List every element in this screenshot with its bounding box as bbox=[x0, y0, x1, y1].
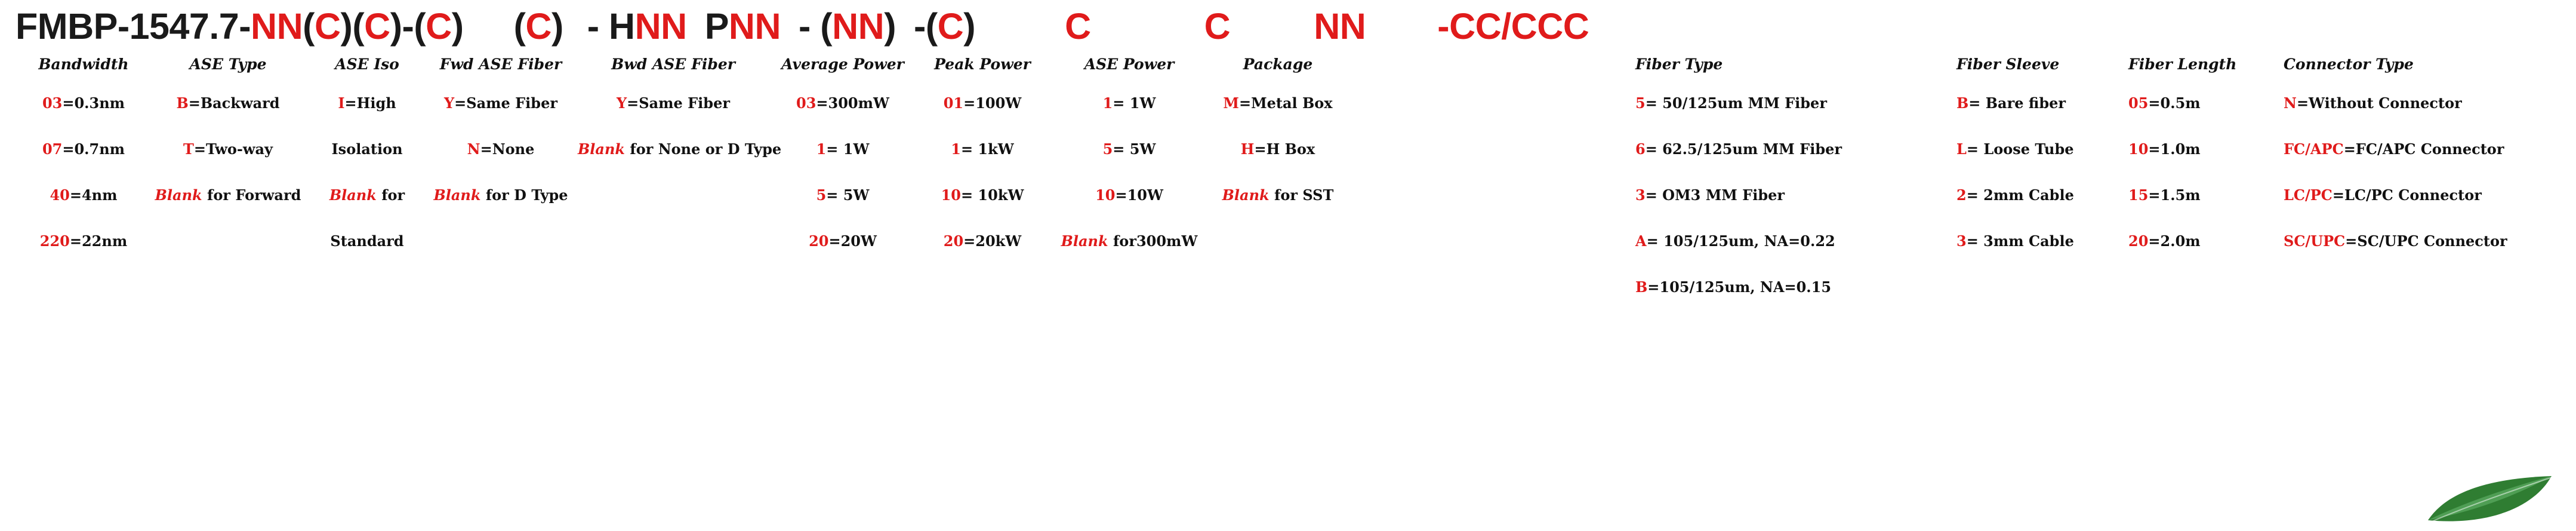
option-row bbox=[771, 231, 914, 277]
option-code: 03 bbox=[42, 94, 63, 112]
option-code: Blank bbox=[433, 186, 481, 204]
ordering-columns bbox=[0, 54, 2576, 526]
option-separator: = bbox=[69, 232, 82, 250]
option-code: B bbox=[1956, 94, 1969, 112]
option-row bbox=[18, 93, 149, 139]
option-row bbox=[2284, 231, 2564, 277]
column-bandwidth bbox=[18, 54, 149, 277]
option-code: 1 bbox=[816, 140, 827, 158]
option-code: 07 bbox=[42, 140, 63, 158]
option-row bbox=[917, 231, 1048, 277]
option-row bbox=[1635, 185, 1970, 231]
pn-paren-close-4: ) bbox=[551, 6, 563, 47]
option-row bbox=[426, 93, 575, 139]
column-fwd-ase-fiber bbox=[426, 54, 575, 231]
option-separator: = bbox=[816, 94, 828, 112]
option-row bbox=[1209, 139, 1346, 185]
option-code: 40 bbox=[50, 186, 70, 204]
option-separator: = bbox=[188, 94, 201, 112]
option-code: 10 bbox=[1095, 186, 1116, 204]
option-code: Blank bbox=[329, 186, 377, 204]
option-row bbox=[18, 231, 149, 277]
option-separator: = bbox=[62, 140, 75, 158]
option-code: 10 bbox=[941, 186, 961, 204]
option-code: Y bbox=[616, 94, 627, 112]
option-code: 05 bbox=[2128, 94, 2149, 112]
option-code: I bbox=[338, 94, 345, 112]
option-code: 1 bbox=[1102, 94, 1113, 112]
column-rows-fiber-sleeve bbox=[1956, 93, 2124, 277]
column-rows-ase-power bbox=[1052, 93, 1207, 277]
option-row bbox=[18, 139, 149, 185]
option-separator: = bbox=[1113, 94, 1125, 112]
option-row bbox=[917, 185, 1048, 231]
column-fiber-type bbox=[1635, 54, 1970, 323]
option-description: Two-way bbox=[205, 140, 273, 158]
option-description: for None or D Type bbox=[630, 140, 782, 158]
option-description: 5W bbox=[838, 186, 870, 204]
option-description: Loose Tube bbox=[1978, 140, 2074, 158]
option-description: Metal Box bbox=[1251, 94, 1333, 112]
column-header-fiber-length: Fiber Length bbox=[2128, 56, 2237, 73]
option-row bbox=[1956, 185, 2124, 231]
option-description: Isolation bbox=[331, 140, 403, 158]
option-description: LC/PC Connector bbox=[2344, 186, 2482, 204]
option-row bbox=[1956, 231, 2124, 277]
option-code: 20 bbox=[2128, 232, 2149, 250]
option-row bbox=[1209, 93, 1346, 139]
option-row bbox=[1635, 93, 1970, 139]
pn-bandwidth-code: NN bbox=[251, 6, 303, 47]
option-description: 1W bbox=[838, 140, 870, 158]
option-separator: = bbox=[1966, 186, 1979, 204]
option-description: 1kW bbox=[973, 140, 1014, 158]
option-separator: = bbox=[960, 186, 973, 204]
option-description: High bbox=[356, 94, 396, 112]
column-header-average-power: Average Power bbox=[781, 56, 904, 73]
pn-paren-close-6: ) bbox=[963, 6, 976, 47]
option-description: for bbox=[381, 186, 405, 204]
option-description: Standard bbox=[330, 232, 404, 250]
option-code: N bbox=[467, 140, 480, 158]
option-description: 2.0m bbox=[2160, 232, 2201, 250]
pn-paren-close-3: ) bbox=[451, 6, 464, 47]
column-rows-bandwidth bbox=[18, 93, 149, 277]
option-code: H bbox=[1240, 140, 1255, 158]
option-description: 2mm Cable bbox=[1978, 186, 2074, 204]
option-description: 300mW bbox=[828, 94, 889, 112]
option-description: 62.5/125um MM Fiber bbox=[1657, 140, 1842, 158]
option-row bbox=[2128, 231, 2278, 277]
option-separator: = bbox=[1645, 140, 1657, 158]
option-row bbox=[1052, 93, 1207, 139]
option-description: Same Fiber bbox=[639, 94, 730, 112]
column-rows-bwd-ase-fiber bbox=[578, 93, 782, 185]
column-header-peak-power: Peak Power bbox=[934, 56, 1031, 73]
option-code: B bbox=[176, 94, 189, 112]
option-code: T bbox=[183, 140, 194, 158]
option-row bbox=[1635, 277, 1970, 323]
option-row bbox=[150, 139, 306, 185]
option-code: Blank bbox=[155, 186, 202, 204]
pn-dash-open-5: - ( bbox=[799, 6, 833, 47]
option-code: 3 bbox=[1635, 186, 1646, 204]
column-rows-average-power bbox=[771, 93, 914, 277]
option-code: FC/APC bbox=[2284, 140, 2344, 158]
option-row bbox=[917, 93, 1048, 139]
option-description: 1.0m bbox=[2160, 140, 2201, 158]
column-rows-ase-type bbox=[150, 93, 306, 231]
column-ase-iso bbox=[310, 54, 424, 277]
column-average-power bbox=[771, 54, 914, 277]
pn-p-marker: P bbox=[704, 6, 729, 47]
option-separator: = bbox=[963, 232, 976, 250]
option-separator: = bbox=[1254, 140, 1267, 158]
column-header-fiber-type: Fiber Type bbox=[1635, 56, 1723, 73]
option-separator bbox=[202, 186, 207, 204]
option-description: Without Connector bbox=[2309, 94, 2462, 112]
pn-package-code: C bbox=[937, 6, 964, 47]
option-description: FC/APC Connector bbox=[2355, 140, 2504, 158]
option-separator: = bbox=[1966, 232, 1979, 250]
column-header-package: Package bbox=[1243, 56, 1313, 73]
column-fiber-length bbox=[2128, 54, 2278, 277]
option-separator: = bbox=[1966, 140, 1979, 158]
option-row bbox=[150, 93, 306, 139]
option-separator: = bbox=[69, 186, 82, 204]
option-description: 5W bbox=[1124, 140, 1156, 158]
option-code: 20 bbox=[809, 232, 829, 250]
option-separator: = bbox=[480, 140, 492, 158]
option-row bbox=[2128, 185, 2278, 231]
pn-prefix: FMBP-1547.7- bbox=[16, 6, 251, 47]
pn-average-power-code: NN bbox=[634, 6, 687, 47]
option-separator: = bbox=[1238, 94, 1252, 112]
option-separator: = bbox=[828, 232, 841, 250]
option-row bbox=[771, 185, 914, 231]
column-rows-peak-power bbox=[917, 93, 1048, 277]
option-description: 50/125um MM Fiber bbox=[1657, 94, 1827, 112]
option-description: 1W bbox=[1124, 94, 1156, 112]
option-separator: = bbox=[193, 140, 206, 158]
option-separator: = bbox=[1646, 232, 1659, 250]
pn-ase-power-code: NN bbox=[832, 6, 885, 47]
leaf-logo bbox=[2423, 474, 2560, 531]
column-header-connector-type: Connector Type bbox=[2284, 56, 2414, 73]
option-description: 4nm bbox=[81, 186, 118, 204]
option-separator: = bbox=[2296, 94, 2309, 112]
column-bwd-ase-fiber bbox=[578, 54, 782, 185]
option-row bbox=[771, 139, 914, 185]
option-separator: = bbox=[2148, 186, 2161, 204]
option-row bbox=[18, 185, 149, 231]
option-row bbox=[1052, 231, 1207, 277]
option-row bbox=[310, 93, 424, 139]
option-code: B bbox=[1635, 278, 1648, 296]
option-row bbox=[310, 185, 424, 231]
option-separator: = bbox=[1645, 186, 1657, 204]
option-description: for SST bbox=[1274, 186, 1334, 204]
option-code: 03 bbox=[796, 94, 816, 112]
column-package bbox=[1209, 54, 1346, 231]
option-separator: = bbox=[2148, 232, 2161, 250]
option-separator: = bbox=[62, 94, 75, 112]
option-row bbox=[578, 139, 782, 185]
option-separator: = bbox=[826, 140, 839, 158]
option-separator: = bbox=[1968, 94, 1981, 112]
column-rows-fiber-length bbox=[2128, 93, 2278, 277]
pn-paren-close-dash-open-3: )-( bbox=[390, 6, 426, 47]
option-separator: = bbox=[2343, 140, 2356, 158]
option-code: M bbox=[1223, 94, 1239, 112]
option-code: LC/PC bbox=[2284, 186, 2332, 204]
option-row bbox=[578, 93, 769, 139]
option-row bbox=[771, 93, 914, 139]
option-row bbox=[1052, 139, 1207, 185]
leaf-icon bbox=[2423, 474, 2560, 531]
pn-fiber-type-code: C bbox=[1065, 6, 1091, 47]
option-separator: = bbox=[2332, 186, 2344, 204]
option-description: for D Type bbox=[485, 186, 568, 204]
option-row bbox=[426, 185, 575, 231]
option-row bbox=[1635, 139, 1970, 185]
pn-bwd-ase-fiber-code: C bbox=[525, 6, 551, 47]
option-separator: = bbox=[454, 94, 467, 112]
option-description: 105/125um, NA=0.22 bbox=[1658, 232, 1835, 250]
option-code: N bbox=[2284, 94, 2297, 112]
option-code: 5 bbox=[1102, 140, 1113, 158]
column-header-ase-iso: ASE Iso bbox=[335, 56, 399, 73]
option-description: 20W bbox=[840, 232, 877, 250]
column-ase-type bbox=[150, 54, 306, 231]
option-description: 22nm bbox=[81, 232, 128, 250]
option-row bbox=[1209, 185, 1346, 231]
pn-fiber-length-code: NN bbox=[1314, 6, 1366, 47]
pn-peak-power-code: NN bbox=[728, 6, 781, 47]
option-separator: = bbox=[1647, 278, 1660, 296]
column-connector-type bbox=[2284, 54, 2564, 277]
option-separator: = bbox=[960, 140, 973, 158]
option-description: Bare fiber bbox=[1980, 94, 2066, 112]
option-row bbox=[2128, 139, 2278, 185]
option-description: 20kW bbox=[975, 232, 1022, 250]
option-description: OM3 MM Fiber bbox=[1657, 186, 1785, 204]
pn-dash-open-6: -( bbox=[914, 6, 938, 47]
option-row bbox=[310, 231, 424, 277]
option-row bbox=[1956, 139, 2124, 185]
pn-paren-close-5: ) bbox=[884, 6, 896, 47]
option-row bbox=[2284, 185, 2564, 231]
pn-paren-open-1: ( bbox=[303, 6, 315, 47]
option-code: 6 bbox=[1635, 140, 1646, 158]
option-description: 0.5m bbox=[2160, 94, 2201, 112]
option-separator: = bbox=[1645, 94, 1657, 112]
option-separator: = bbox=[1115, 186, 1127, 204]
option-code: 01 bbox=[943, 94, 964, 112]
column-rows-connector-type bbox=[2284, 93, 2564, 277]
column-header-fwd-ase-fiber: Fwd ASE Fiber bbox=[439, 56, 562, 73]
option-description: H Box bbox=[1266, 140, 1315, 158]
option-code: 10 bbox=[2128, 140, 2149, 158]
option-row bbox=[917, 139, 1048, 185]
option-description: None bbox=[492, 140, 535, 158]
option-code: Y bbox=[443, 94, 455, 112]
option-separator: = bbox=[344, 94, 357, 112]
option-code: 20 bbox=[943, 232, 964, 250]
option-separator: = bbox=[2148, 94, 2161, 112]
option-code: 1 bbox=[951, 140, 961, 158]
option-code: SC/UPC bbox=[2284, 232, 2346, 250]
option-code: 5 bbox=[1635, 94, 1646, 112]
option-row bbox=[150, 185, 306, 231]
column-rows-package bbox=[1209, 93, 1346, 231]
option-description: for Forward bbox=[207, 186, 301, 204]
column-header-bwd-ase-fiber: Bwd ASE Fiber bbox=[611, 56, 735, 73]
option-row bbox=[2284, 139, 2564, 185]
pn-paren-open-4: ( bbox=[513, 6, 526, 47]
column-header-ase-type: ASE Type bbox=[189, 56, 267, 73]
option-description: 10W bbox=[1127, 186, 1163, 204]
option-code: A bbox=[1635, 232, 1647, 250]
option-separator: = bbox=[627, 94, 639, 112]
pn-ase-type-code: C bbox=[314, 6, 341, 47]
option-code: 5 bbox=[816, 186, 827, 204]
option-row bbox=[426, 139, 575, 185]
option-code: 220 bbox=[39, 232, 70, 250]
option-separator: = bbox=[963, 94, 976, 112]
option-row bbox=[1956, 93, 2124, 139]
part-number-line bbox=[0, 5, 2576, 51]
option-separator: = bbox=[2148, 140, 2161, 158]
option-row bbox=[1635, 231, 1970, 277]
option-separator: = bbox=[2345, 232, 2358, 250]
column-peak-power bbox=[917, 54, 1048, 277]
option-code: Blank bbox=[578, 140, 625, 158]
option-separator bbox=[377, 186, 381, 204]
option-separator bbox=[1108, 232, 1113, 250]
option-code: 3 bbox=[1956, 232, 1967, 250]
column-header-ase-power: ASE Power bbox=[1084, 56, 1175, 73]
column-header-fiber-sleeve: Fiber Sleeve bbox=[1956, 56, 2060, 73]
pn-ase-iso-code: C bbox=[364, 6, 390, 47]
option-description: 3mm Cable bbox=[1978, 232, 2074, 250]
option-description: 10kW bbox=[973, 186, 1024, 204]
option-description: 1.5m bbox=[2160, 186, 2201, 204]
option-separator bbox=[1269, 186, 1274, 204]
option-separator: = bbox=[826, 186, 839, 204]
option-code: Blank bbox=[1061, 232, 1108, 250]
option-code: 15 bbox=[2128, 186, 2149, 204]
option-description: for300mW bbox=[1113, 232, 1198, 250]
pn-paren-close-open-2: )( bbox=[340, 6, 365, 47]
option-row bbox=[1052, 185, 1207, 231]
pn-connector-type-code: -CC/CCC bbox=[1437, 6, 1589, 47]
option-separator: = bbox=[1113, 140, 1125, 158]
option-code: L bbox=[1956, 140, 1967, 158]
column-header-bandwidth: Bandwidth bbox=[38, 56, 129, 73]
option-description: 105/125um, NA=0.15 bbox=[1659, 278, 1832, 296]
option-separator bbox=[480, 186, 485, 204]
option-description: 100W bbox=[975, 94, 1022, 112]
column-fiber-sleeve bbox=[1956, 54, 2124, 277]
option-code: Blank bbox=[1222, 186, 1269, 204]
option-description: Backward bbox=[200, 94, 280, 112]
option-row bbox=[310, 139, 424, 185]
option-description: Same Fiber bbox=[466, 94, 557, 112]
pn-fwd-ase-fiber-code: C bbox=[426, 6, 452, 47]
option-description: 0.7nm bbox=[74, 140, 125, 158]
column-ase-power bbox=[1052, 54, 1207, 277]
pn-fiber-sleeve-code: C bbox=[1204, 6, 1231, 47]
column-rows-fwd-ase-fiber bbox=[426, 93, 575, 231]
column-rows-fiber-type bbox=[1635, 93, 1970, 323]
option-description: SC/UPC Connector bbox=[2357, 232, 2507, 250]
column-rows-ase-iso bbox=[310, 93, 424, 277]
option-code: 2 bbox=[1956, 186, 1967, 204]
option-row bbox=[2284, 93, 2564, 139]
pn-h-marker: - H bbox=[587, 6, 635, 47]
option-description: 0.3nm bbox=[74, 94, 125, 112]
option-row bbox=[2128, 93, 2278, 139]
